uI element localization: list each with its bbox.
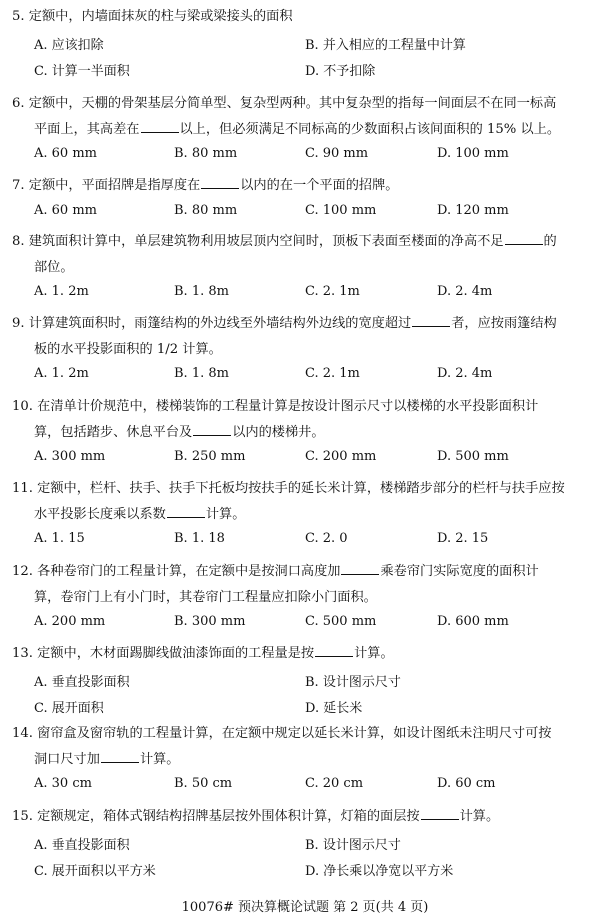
answer-blank [141, 118, 179, 132]
option-c[interactable]: C. 20 cm [305, 776, 364, 791]
option-b[interactable]: B. 1. 8m [174, 284, 229, 299]
option-a[interactable]: A. 200 mm [34, 614, 106, 629]
question-14 [0, 721, 610, 798]
options-row [0, 199, 610, 225]
answer-blank [421, 806, 459, 820]
answer-blank [412, 313, 450, 327]
question-12 [0, 559, 610, 636]
option-d[interactable]: D. 60 cm [437, 776, 496, 791]
option-c[interactable]: C. 2. 1m [305, 284, 360, 299]
options-row [0, 772, 610, 798]
page-footer: 10076# 预决算概论试题 第 2 页(共 4 页) [181, 900, 429, 915]
options-row [0, 693, 610, 719]
option-b[interactable]: B. 250 mm [174, 449, 246, 464]
options-row [0, 280, 610, 306]
option-a[interactable]: A. 300 mm [34, 449, 106, 464]
question-7-text: 7. 定额中，平面招牌是指厚度在 以内的在一个平面的招牌。 [12, 173, 596, 199]
option-b[interactable]: B. 并入相应的工程量中计算 [305, 37, 466, 53]
option-d[interactable]: D. 2. 15 [437, 531, 489, 546]
option-b[interactable]: B. 50 cm [174, 776, 233, 791]
question-7 [0, 173, 610, 225]
question-5 [0, 4, 610, 82]
question-8-text-line1: 8. 建筑面积计算中，单层建筑物利用坡层顶内空间时，顶板下表面至楼面的净高不足 的 [12, 229, 596, 255]
option-a[interactable]: A. 应该扣除 [34, 37, 104, 53]
question-9-text-line1: 9. 计算建筑面积时，雨篷结构的外边线至外墙结构外边线的宽度超过 者，应按雨篷结构 [12, 311, 596, 337]
option-a[interactable]: A. 1. 15 [34, 531, 85, 546]
question-14-text-line2: 洞口尺寸加 计算。 [12, 747, 596, 773]
option-a[interactable]: A. 1. 2m [34, 284, 89, 299]
answer-blank [193, 421, 231, 435]
question-12-text-line1: 12. 各种卷帘门的工程量计算，在定额中是按洞口高度加 乘卷帘门实际宽度的面积计 [12, 559, 596, 585]
options-row [0, 527, 610, 553]
option-a[interactable]: A. 垂直投影面积 [34, 837, 130, 853]
options-row [0, 56, 610, 82]
option-d[interactable]: D. 2. 4m [437, 366, 493, 381]
option-b[interactable]: B. 300 mm [174, 614, 246, 629]
options-row [0, 30, 610, 56]
question-10 [0, 394, 610, 471]
option-a[interactable]: A. 30 cm [34, 776, 92, 791]
question-6 [0, 91, 610, 168]
answer-blank [505, 231, 543, 245]
option-d[interactable]: D. 净长乘以净宽以平方米 [305, 863, 454, 879]
options-row [0, 142, 610, 168]
option-a[interactable]: A. 60 mm [34, 202, 97, 218]
option-c[interactable]: C. 2. 0 [305, 531, 348, 546]
option-b[interactable]: B. 设计图示尺寸 [305, 674, 401, 690]
option-c[interactable]: C. 计算一半面积 [34, 63, 130, 79]
option-d[interactable]: D. 120 mm [437, 202, 509, 218]
answer-blank [315, 643, 353, 657]
question-9-text-line2: 板的水平投影面积的 1/2 计算。 [34, 341, 222, 357]
option-a[interactable]: A. 垂直投影面积 [34, 674, 130, 690]
answer-blank [341, 561, 379, 575]
option-c[interactable]: C. 2. 1m [305, 366, 360, 381]
question-8-text-line2: 部位。 [34, 259, 74, 275]
options-row [0, 856, 610, 882]
option-c[interactable]: C. 500 mm [305, 614, 377, 629]
question-13-text: 13. 定额中，木材面踢脚线做油漆饰面的工程量是按 计算。 [12, 641, 596, 667]
option-b[interactable]: B. 1. 18 [174, 531, 225, 546]
answer-blank [167, 503, 205, 517]
answer-blank [201, 175, 239, 189]
question-14-text-line1: 14. 窗帘盒及窗帘轨的工程量计算，在定额中规定以延长米计算，如设计图纸未注明尺寸可按 [12, 726, 552, 741]
option-d[interactable]: D. 2. 4m [437, 284, 493, 299]
question-8 [0, 229, 610, 306]
question-10-text-line2: 算，包括踏步、休息平台及 以内的楼梯井。 [12, 420, 596, 446]
option-c[interactable]: C. 90 mm [305, 146, 369, 161]
option-d[interactable]: D. 不予扣除 [305, 63, 376, 79]
answer-blank [101, 748, 139, 762]
question-5-text: 5. 定额中，内墙面抹灰的柱与梁或梁接头的面积 [12, 9, 293, 24]
option-c[interactable]: C. 展开面积以平方米 [34, 863, 156, 879]
option-d[interactable]: D. 500 mm [437, 449, 509, 464]
option-c[interactable]: C. 100 mm [305, 202, 377, 218]
question-10-text-line1: 10. 在清单计价规范中，楼梯装饰的工程量计算是按设计图示尺寸以楼梯的水平投影面积计 [12, 399, 539, 414]
option-b[interactable]: B. 80 mm [174, 202, 238, 218]
question-15-text: 15. 定额规定，箱体式钢结构招牌基层按外围体积计算，灯箱的面层按 计算。 [12, 804, 596, 830]
options-row [0, 362, 610, 388]
question-11-text-line2: 水平投影长度乘以系数 计算。 [12, 502, 596, 528]
option-b[interactable]: B. 设计图示尺寸 [305, 837, 401, 853]
question-6-text-line2: 平面上，其高差在 以上，但必须满足不同标高的少数面积占该间面积的 15% 以上。 [12, 117, 596, 143]
options-row [0, 445, 610, 471]
option-b[interactable]: B. 1. 8m [174, 366, 229, 381]
question-15 [0, 804, 610, 882]
question-11-text-line1: 11. 定额中，栏杆、扶手、扶手下托板均按扶手的延长米计算，楼梯踏步部分的栏杆与扶手应按 [12, 481, 565, 496]
option-c[interactable]: C. 展开面积 [34, 700, 104, 716]
option-d[interactable]: D. 100 mm [437, 146, 509, 161]
option-c[interactable]: C. 200 mm [305, 449, 377, 464]
option-d[interactable]: D. 600 mm [437, 614, 509, 629]
option-b[interactable]: B. 80 mm [174, 146, 238, 161]
option-a[interactable]: A. 1. 2m [34, 366, 89, 381]
question-11 [0, 476, 610, 553]
options-row [0, 610, 610, 636]
question-6-text-line1: 6. 定额中，天棚的骨架基层分简单型、复杂型两种。其中复杂型的指每一间面层不在同一标高 [12, 96, 557, 111]
options-row [0, 667, 610, 693]
question-9 [0, 311, 610, 388]
question-13 [0, 641, 610, 719]
options-row [0, 830, 610, 856]
option-d[interactable]: D. 延长米 [305, 700, 363, 716]
question-12-text-line2: 算，卷帘门上有小门时，其卷帘门工程量应扣除小门面积。 [34, 589, 377, 605]
option-a[interactable]: A. 60 mm [34, 146, 97, 161]
